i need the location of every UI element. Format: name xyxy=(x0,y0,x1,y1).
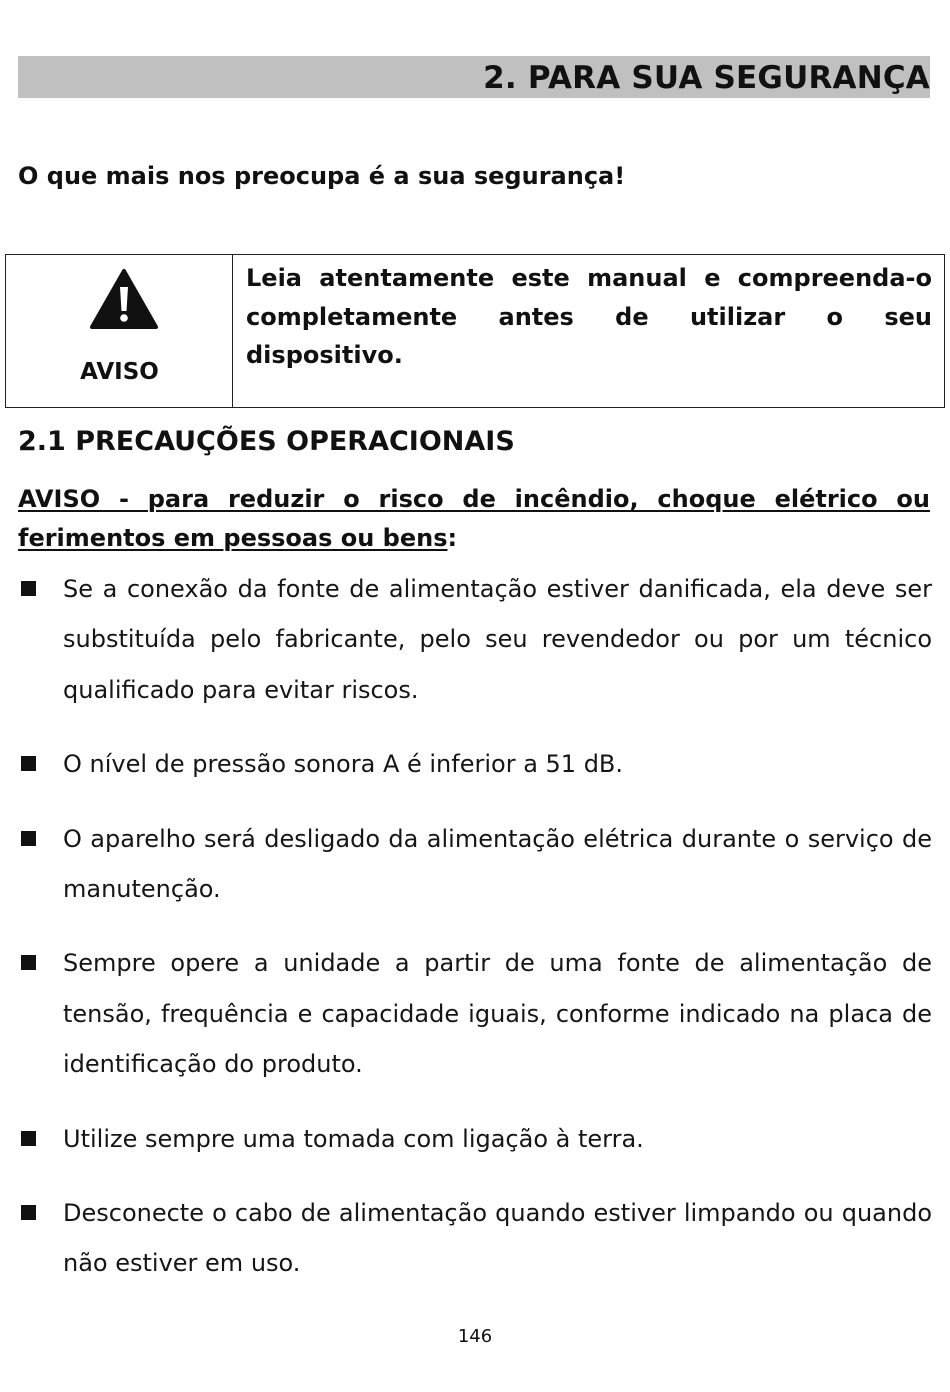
warning-message: Leia atentamente este manual e compreenda-o completamente antes de utilizar o seu dispositivo. xyxy=(246,264,932,369)
warning-label: AVISO xyxy=(80,359,159,385)
bullet-square-icon xyxy=(21,756,36,771)
bullet-square-icon xyxy=(21,1205,36,1220)
list-item xyxy=(18,739,932,789)
page-number: 146 xyxy=(457,1326,493,1347)
bullet-square-icon xyxy=(21,955,36,970)
list-item-text: O aparelho será desligado da alimentação elétrica durante o serviço de manutenção. xyxy=(63,824,932,904)
page-header xyxy=(18,56,930,98)
bullet-square-icon xyxy=(21,831,36,846)
warning-box-icon-cell xyxy=(6,255,233,407)
list-item-text: Se a conexão da fonte de alimentação estiver danificada, ela deve ser substituída pelo fabricante, pelo seu revendedor ou por um técnico qualificado para evitar riscos. xyxy=(63,575,932,704)
lead-statement: O que mais nos preocupa é a sua segurança! xyxy=(18,162,626,190)
precautions-list xyxy=(18,564,932,1313)
section-warning-colon: : xyxy=(447,523,458,552)
list-item xyxy=(18,814,932,915)
list-item-text: O nível de pressão sonora A é inferior a 51 dB. xyxy=(63,750,624,779)
section-warning-text: AVISO - para reduzir o risco de incêndio, choque elétrico ou ferimentos em pessoas ou bens xyxy=(18,485,930,552)
warning-box xyxy=(5,254,945,408)
list-item-text: Desconecte o cabo de alimentação quando estiver limpando ou quando não estiver em uso. xyxy=(63,1199,932,1278)
bullet-square-icon xyxy=(21,1131,36,1146)
section-title: 2.1 PRECAUÇÕES OPERACIONAIS xyxy=(18,426,515,457)
chapter-title: 2. PARA SUA SEGURANÇA xyxy=(483,60,930,96)
bullet-square-icon xyxy=(21,581,36,596)
section-warning xyxy=(18,480,930,557)
list-item xyxy=(18,938,932,1089)
warning-triangle-icon xyxy=(88,267,160,331)
list-item xyxy=(18,564,932,715)
list-item-text: Sempre opere a unidade a partir de uma fonte de alimentação de tensão, frequência e capacidade iguais, conforme indicado na placa de identificação do produto. xyxy=(63,949,932,1079)
list-item xyxy=(18,1114,932,1164)
list-item-text: Utilize sempre uma tomada com ligação à terra. xyxy=(63,1124,644,1153)
list-item xyxy=(18,1188,932,1289)
